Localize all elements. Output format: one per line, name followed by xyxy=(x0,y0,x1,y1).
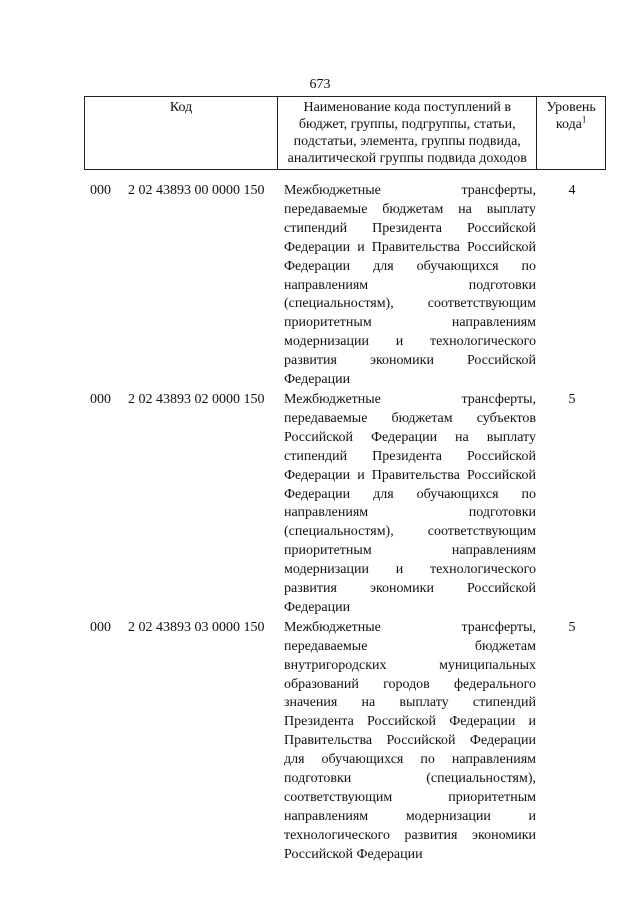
table-row xyxy=(84,619,606,865)
row-name: Межбюджетные трансферты, передаваемые бюджетам внутригородских муниципальных образований городов федерального значения на выплату стипендий Президента Российской Федерации и Правительства Российской Федерации для обучающихся по направлениям подготовки (специальностям), соответствующим приоритетным направлениям модернизации и технологического развития экономики Российской Федерации xyxy=(284,619,536,862)
row-name: Межбюджетные трансферты, передаваемые бюджетам на выплату стипендий Президента Российской Федерации и Правительства Российской Федерации для обучающихся по направлениям подготовки (специальностям), соответствующим приоритетным направлениям модернизации и технологического развития экономики Российской Федерации xyxy=(284,183,536,388)
row-name: Межбюджетные трансферты, передаваемые бюджетам субъектов Российской Федерации на выплату стипендий Президента Российской Федерации и Правительства Российской Федерации для обучающихся по направлениям подготовки (специальностям), соответствующим приоритетным направлениям модернизации и технологического развития экономики Российской Федерации xyxy=(284,391,536,615)
row-code: 2 02 43893 02 0000 150 xyxy=(128,391,265,407)
table-header xyxy=(84,96,606,170)
header-level-label: Уровень кода xyxy=(546,100,596,132)
header-name: Наименование кода поступлений в бюджет, группы, подгруппы, статьи, подстатьи, элемента, группы подвида, аналитической группы подвида доходов xyxy=(278,97,537,170)
row-admin-code: 000 xyxy=(90,391,111,407)
row-code: 2 02 43893 03 0000 150 xyxy=(128,619,265,635)
header-code: Код xyxy=(85,97,278,170)
row-code: 2 02 43893 00 0000 150 xyxy=(128,183,265,198)
table-row xyxy=(84,182,606,390)
table-body xyxy=(84,182,606,865)
page-number: 673 xyxy=(309,77,331,92)
row-level: 4 xyxy=(568,183,576,198)
header-level xyxy=(537,97,606,170)
row-admin-code: 000 xyxy=(90,183,111,198)
row-level: 5 xyxy=(568,619,576,635)
row-level: 5 xyxy=(568,391,576,407)
row-admin-code: 000 xyxy=(90,619,111,635)
header-level-footnote: 1 xyxy=(581,114,587,125)
table-row xyxy=(84,391,606,618)
